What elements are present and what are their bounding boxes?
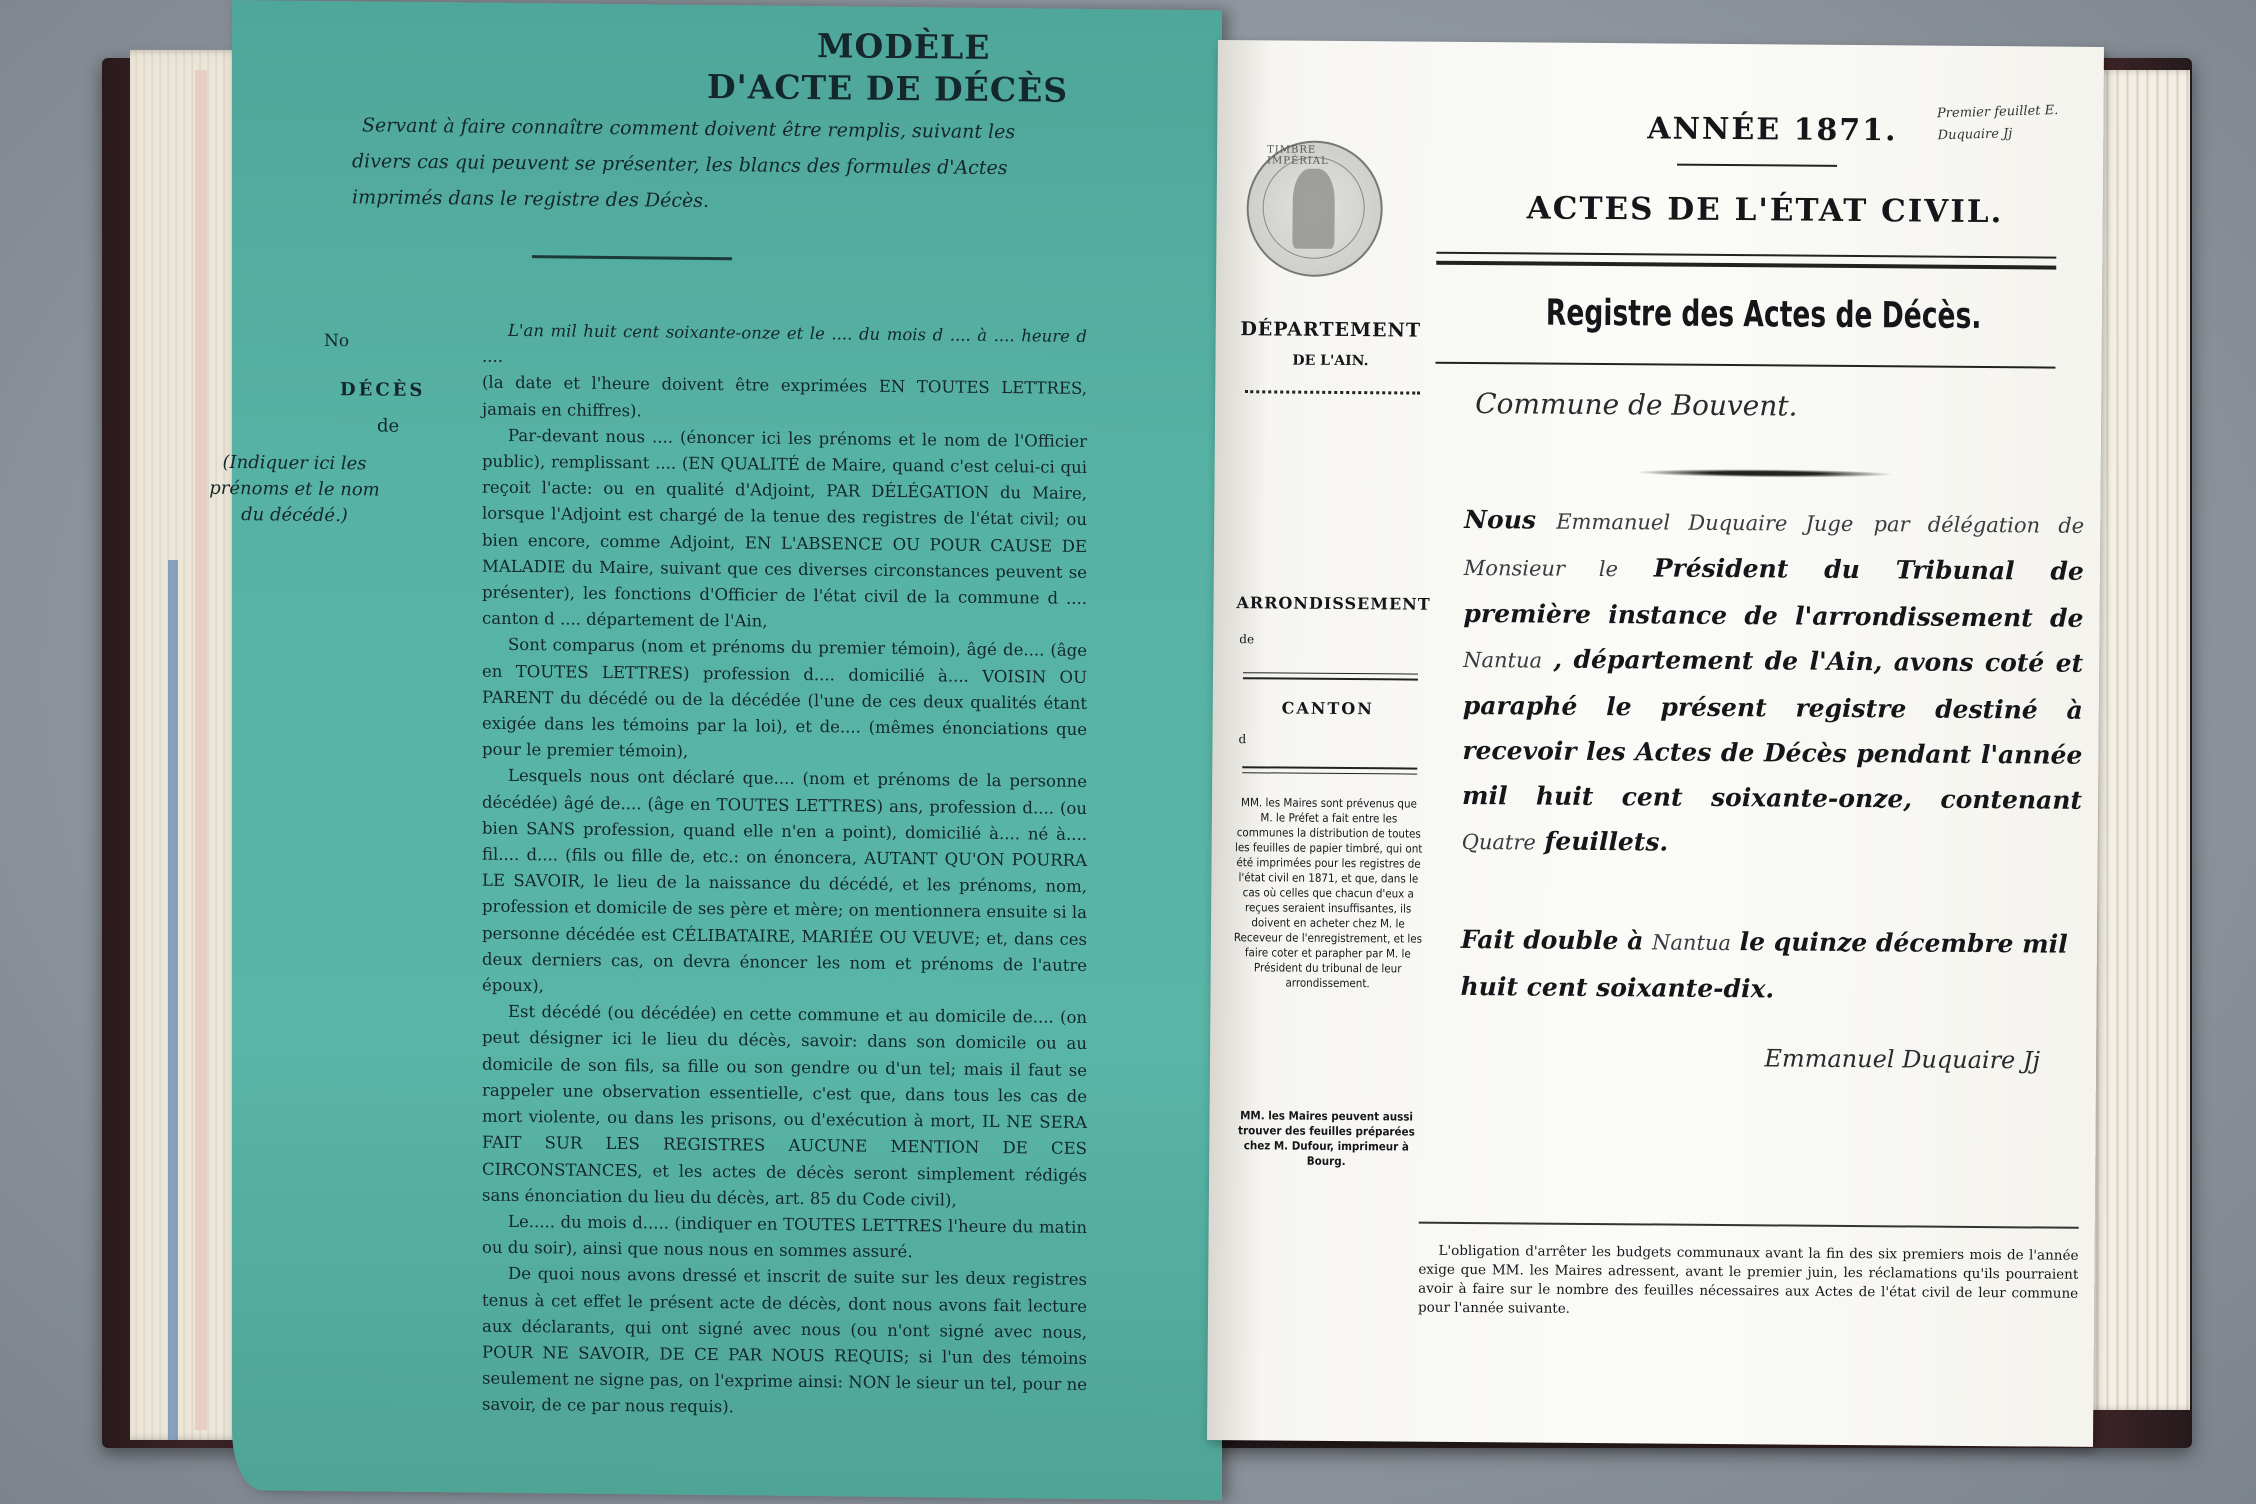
departement-text: , département de l'Ain, avons coté et paraphé le présent registre destiné à recevoir les Actes de Décès pendant l'année mil huit cent soixante-onze, contenant <box>1461 644 2084 815</box>
body-paragraph: L'an mil huit cent soixante-onze et le .... du mois d .... à .... heure d .... <box>482 320 1087 367</box>
actes-heading: ACTES DE L'ÉTAT CIVIL. <box>1526 190 2004 231</box>
teal-model-page <box>209 0 1222 1500</box>
year-rule <box>1677 164 1837 167</box>
model-title-line2: D'ACTE DE DÉCÈS <box>707 66 1069 110</box>
commune-handwritten: Commune de Bouvent. <box>1475 387 1798 423</box>
feuillets-text: feuillets. <box>1544 826 1669 857</box>
handwritten-quatre: Quatre <box>1461 829 1536 855</box>
handwritten-corner-note: Premier feuillet E. Duquaire Jj <box>1936 102 2059 144</box>
departement-rule <box>1245 384 1420 394</box>
blue-page-edge <box>168 560 178 1440</box>
budget-footnote: L'obligation d'arrêter les budgets communaux avant la fin des six premiers mois de l'année exige que MM. les Maires adressent, avant le premier juin, les réclamations qu'ils pourraient avoir à faire sur le nombre des feuilles nécessaires aux Actes de l'état civil de leur commune pour l'année suivante. <box>1417 1242 2079 1317</box>
register-rule <box>1435 362 2055 369</box>
side-rule <box>1243 672 1418 680</box>
model-title-line1: MODÈLE <box>817 26 991 67</box>
model-divider <box>532 255 732 260</box>
arrondissement-label: ARRONDISSEMENT <box>1236 593 1431 614</box>
heading-double-rule <box>1436 252 2056 270</box>
handwritten-delegation: par délégation de Monsieur le <box>1463 512 2085 582</box>
handwritten-nantua-2: Nantua <box>1652 930 1732 956</box>
canton-d: d <box>1238 732 1247 747</box>
deces-label: DÉCÈS <box>340 379 426 402</box>
handwritten-nantua: Nantua <box>1463 647 1543 673</box>
canton-label: CANTON <box>1281 698 1374 719</box>
body-paragraph: Le..... du mois d..... (indiquer en TOUTES LETTRES l'heure du matin ou du soir), ainsi que nous nous en sommes assuré. <box>482 1211 1087 1262</box>
number-label: No <box>324 330 350 352</box>
pink-page-edge <box>195 70 207 1430</box>
seal-figure-icon <box>1292 169 1335 249</box>
president-text: Président du Tribunal de première instance de l'arrondissement de <box>1463 553 2084 633</box>
body-paragraph: Par-devant nous .... (énoncer ici les prénoms et le nom de l'Officier public), remplissant .... (EN QUALITÉ de Maire, quand c'est celui-ci qui reçoit l'acte: ou en qualité d'Adjoint, PAR DÉLÉGATION du Maire, lorsque l'Adjoint est chargé de la tenue des registres de l'état civil; ou bien encore, comme Adjoint, EN L'ABSENCE OU POUR CAUSE DE MALADIE du Maire, suivant que ces diverses circonstances peuvent se présenter), les fonctions d'Officier de l'état civil de la commune d .... canton d .... département de l'Ain, <box>482 425 1087 631</box>
flourish-divider <box>1635 468 1895 478</box>
body-paragraph: (la date et l'heure doivent être exprimées EN TOUTES LETTRES, jamais en chiffres). <box>482 373 1087 420</box>
fait-double-line <box>1460 917 2081 1014</box>
fait-double-label: Fait double à <box>1460 924 1644 956</box>
register-title-page <box>1207 40 2104 1447</box>
de-label: de <box>377 415 400 437</box>
body-paragraph: Sont comparus (nom et prénoms du premier témoin), âgé de.... (âge en TOUTES LETTRES) profession d.... domicilié à.... VOISIN OU PARENT du décédé ou de la décédée (l'une de ces deux qualités étant exigée dans les témoins par la loi), et de.... (mêmes énonciations que pour le premier témoin), <box>482 635 1087 762</box>
register-heading: Registre des Actes de Décès. <box>1545 292 1982 338</box>
side-rule <box>1242 766 1417 774</box>
side-note-prefet: MM. les Maires sont prévenus que M. le Préfet a fait entre les communes la distribution de toutes les feuilles de papier timbré, qui ont été imprimées pour les registres de l'état civil en 1871, et que, dans le cas où celles que chacun d'eux a reçues seraient insuffisantes, ils doivent en acheter chez M. le Receveur de l'enregistrement, et les faire coter et parapher par M. le Président du tribunal de leur arrondissement. <box>1233 795 1423 991</box>
footnote-rule <box>1419 1222 2079 1229</box>
arrondissement-de: de <box>1239 632 1255 647</box>
body-paragraph: De quoi nous avons dressé et inscrit de suite sur les deux registres tenus à cet effet le présent acte de décès, dont nous avons fait lecture aux déclarants, qui ont signé avec nous (ou n'ont signé avec nous, POUR NE SAVOIR, DE CE PAR NOUS REQUIS; si l'un des témoins seulement ne signe pas, on l'exprime ainsi: NON le sieur un tel, pour ne savoir, de ce par nous requis). <box>482 1264 1087 1417</box>
imperial-stamp-seal <box>1246 140 1383 277</box>
year-heading: ANNÉE 1871. <box>1647 111 1898 149</box>
nous-label: Nous <box>1464 504 1537 535</box>
seal-text: TIMBRE IMPÉRIAL <box>1267 144 1329 167</box>
model-intro: Servant à faire connaître comment doivent être remplis, suivant les divers cas qui peuvent se présenter, les blancs des formules d'Actes imprimés dans le registre des Décès. <box>352 114 1016 212</box>
side-note-dufour: MM. les Maires peuvent aussi trouver des feuilles préparées chez M. Dufour, imprimeur à Bourg. <box>1238 1108 1415 1169</box>
departement-ain: DE L'AIN. <box>1292 352 1369 370</box>
body-paragraph: Lesquels nous ont déclaré que.... (nom et prénoms de la personne décédée) âgé de.... (âge en TOUTES LETTRES) ans, profession d.... (ou bien SANS profession, quand elle n'en a point), domicilié à.... né à.... fil.... d.... (fils ou fille de, etc.: on énoncera, AUTANT QU'ON POURRA LE SAVOIR, le lieu de la naissance du décédé, et les prénoms, nom, profession et domicile de ses père et mère; on mentionnera ensuite si la personne décédée est CÉLIBATAIRE, MARIÉE OU VEUVE; et, dans ces deux derniers cas, on devra énoncer les nom et prénoms de l'autre époux), <box>482 766 1087 996</box>
model-body <box>482 318 1087 1425</box>
date-text: le quinze décembre mil huit cent soixante-dix. <box>1460 927 2068 1004</box>
handwritten-signature: Emmanuel Duquaire Jj <box>1764 1044 2041 1075</box>
body-paragraph: Est décédé (ou décédée) en cette commune et au domicile de.... (on peut désigner ici le lieu du décès, savoir: dans son domicile ou au domicile de son fils, sa fille ou son gendre ou d'un tel; mais il faut se rappeler une observation essentielle, c'est que, dans tous les cas de mort violente, ou dans les prisons, ou d'exécution à mort, IL NE SERA FAIT SUR LES REGISTRES AUCUNE MENTION DE CES CIRCONSTANCES, et les actes de décès seront simplement rédigés sans énonciation du lieu du décès, art. 85 du Code civil), <box>482 1002 1087 1210</box>
handwritten-name: Emmanuel Duquaire Juge <box>1556 509 1854 537</box>
departement-label: DÉPARTEMENT <box>1240 318 1422 342</box>
margin-note: (Indiquer ici les prénoms et le nom du décédé.) <box>209 451 380 527</box>
register-declaration <box>1462 497 2085 870</box>
